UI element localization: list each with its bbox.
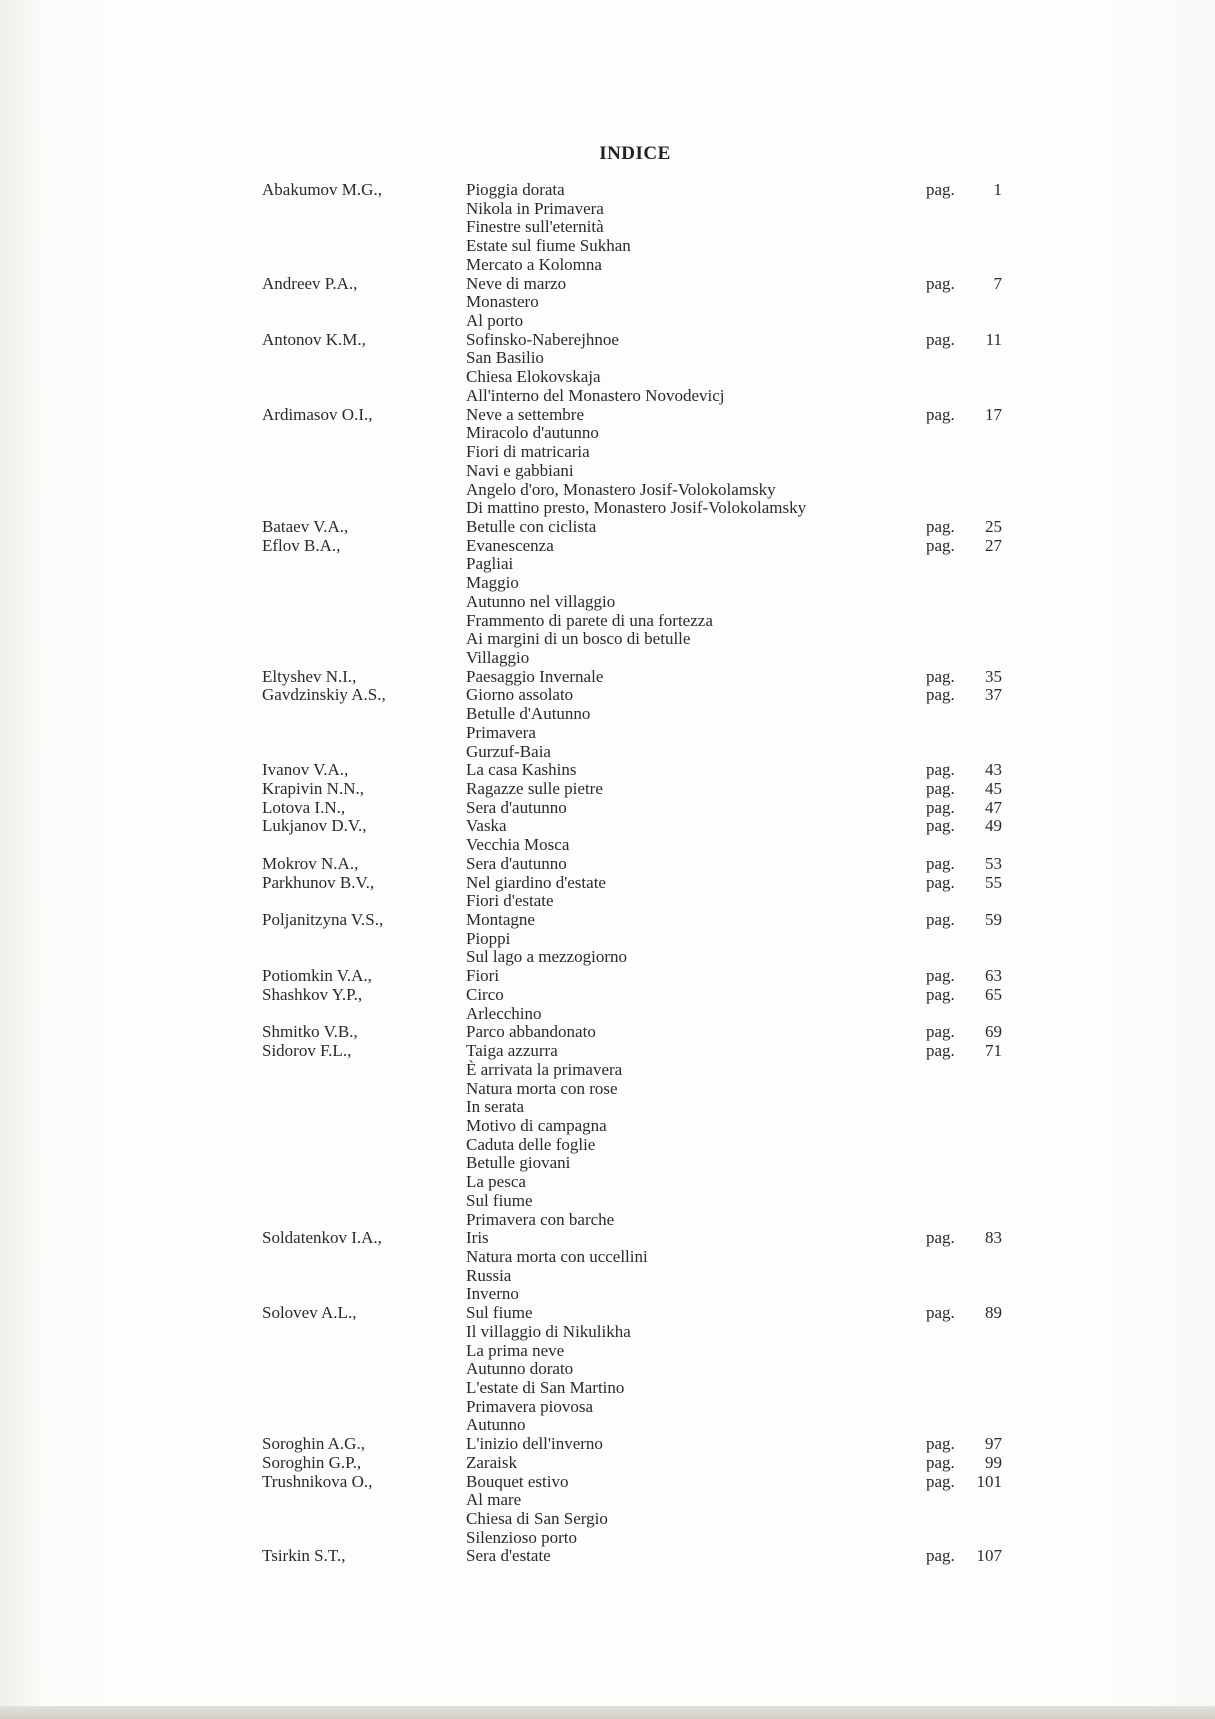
index-entry	[262, 874, 1022, 911]
artwork-title: Silenzioso porto	[466, 1527, 577, 1547]
author-name: Soroghin G.P.,	[262, 1452, 362, 1472]
page-number: 101	[976, 1471, 1002, 1491]
page-reference	[926, 686, 1016, 761]
artwork-title: Estate sul fiume Sukhan	[466, 236, 631, 256]
artwork-title: Primavera	[466, 722, 536, 742]
author-name: Sidorov F.L.,	[262, 1041, 352, 1061]
author-name: Ivanov V.A.,	[262, 760, 349, 780]
page-label: pag.	[926, 1434, 955, 1454]
author-name: Krapivin N.N.,	[262, 779, 364, 798]
page-number: 99	[985, 1452, 1002, 1472]
index-entry	[262, 181, 1022, 275]
artwork-title: Iris	[466, 1228, 489, 1248]
index-entry	[262, 761, 1022, 780]
artwork-title: Chiesa Elokovskaja	[466, 367, 601, 387]
index-entry	[262, 1229, 1022, 1304]
page-number: 43	[985, 760, 1002, 780]
page-reference	[926, 780, 1016, 799]
artwork-title: L'estate di San Martino	[466, 1378, 625, 1397]
artwork-titles	[466, 780, 926, 799]
author-name: Andreev P.A.,	[262, 273, 358, 293]
page-label: pag.	[926, 1022, 955, 1042]
page-label: pag.	[926, 666, 955, 686]
artwork-title: Monastero	[466, 292, 539, 312]
artwork-title: Pioppi	[466, 928, 511, 948]
artwork-title: Chiesa di San Sergio	[466, 1509, 608, 1529]
artwork-title: Autunno nel villaggio	[466, 591, 616, 611]
artwork-titles	[466, 799, 926, 818]
index-entry	[262, 911, 1022, 967]
page-reference	[926, 1547, 1016, 1566]
page-reference	[926, 1435, 1016, 1454]
page-number: 65	[985, 984, 1002, 1004]
artwork-title: Fiori di matricaria	[466, 442, 590, 462]
page-label: pag.	[926, 1471, 955, 1491]
author-name: Abakumov M.G.,	[262, 180, 382, 199]
artwork-titles	[466, 855, 926, 874]
author-name: Bataev V.A.,	[262, 516, 349, 536]
page-reference	[926, 817, 1016, 854]
author-name: Shashkov Y.P.,	[262, 984, 363, 1004]
page-reference	[926, 1023, 1016, 1042]
page-label: pag.	[926, 910, 955, 930]
index-entry	[262, 986, 1022, 1023]
artwork-title: Motivo di campagna	[466, 1115, 607, 1135]
author-name: Lukjanov D.V.,	[262, 816, 367, 836]
artwork-title: Ragazze sulle pietre	[466, 779, 603, 798]
index-entry	[262, 1547, 1022, 1566]
artwork-title: All'interno del Monastero Novodevicj	[466, 385, 725, 405]
artwork-titles	[466, 1304, 926, 1435]
index-entry	[262, 1023, 1022, 1042]
page-number: 97	[985, 1434, 1002, 1454]
page-number: 55	[985, 872, 1002, 892]
artwork-title: Primavera con barche	[466, 1209, 615, 1229]
artwork-title: Zaraisk	[466, 1452, 517, 1472]
page-reference	[926, 668, 1016, 687]
page-label: pag.	[926, 1228, 955, 1248]
page-number: 1	[993, 180, 1002, 199]
page-reference	[926, 275, 1016, 331]
artwork-title: Mercato a Kolomna	[466, 254, 602, 274]
artwork-title: Russia	[466, 1265, 512, 1285]
page-reference	[926, 518, 1016, 537]
artwork-title: Giorno assolato	[466, 685, 574, 705]
page-label: pag.	[926, 329, 955, 349]
artwork-title: Primavera piovosa	[466, 1396, 593, 1416]
index-entry	[262, 967, 1022, 986]
artwork-title: Sul fiume	[466, 1303, 533, 1323]
artwork-title: Caduta delle foglie	[466, 1134, 596, 1154]
index-list	[262, 181, 1022, 1566]
artwork-titles	[466, 1454, 926, 1473]
artwork-title: Neve di marzo	[466, 273, 567, 293]
author-name: Shmitko V.B.,	[262, 1022, 358, 1042]
page-label: pag.	[926, 516, 955, 536]
page-number: 17	[985, 404, 1002, 424]
artwork-title: Evanescenza	[466, 535, 554, 555]
page-reference	[926, 331, 1016, 406]
page-label: pag.	[926, 853, 955, 873]
artwork-title: Maggio	[466, 573, 519, 593]
artwork-title: La casa Kashins	[466, 760, 577, 780]
author-name: Potiomkin V.A.,	[262, 966, 372, 986]
artwork-title: Al mare	[466, 1490, 522, 1510]
artwork-titles	[466, 686, 926, 761]
artwork-title: Neve a settembre	[466, 404, 584, 424]
artwork-titles	[466, 331, 926, 406]
author-name: Gavdzinskiy A.S.,	[262, 685, 386, 705]
author-name: Trushnikova O.,	[262, 1471, 373, 1491]
artwork-title: Finestre sull'eternità	[466, 217, 604, 237]
artwork-title: Nel giardino d'estate	[466, 872, 606, 892]
index-entry	[262, 275, 1022, 331]
index-entry	[262, 331, 1022, 406]
index-entry	[262, 406, 1022, 518]
page-reference	[926, 799, 1016, 818]
page-number: 63	[985, 966, 1002, 986]
page-number: 35	[985, 666, 1002, 686]
page-label: pag.	[926, 779, 955, 798]
artwork-titles	[466, 406, 926, 518]
author-name: Parkhunov B.V.,	[262, 872, 375, 892]
artwork-title: Gurzuf-Baia	[466, 741, 551, 761]
artwork-titles	[466, 967, 926, 986]
author-name: Ardimasov O.I.,	[262, 404, 373, 424]
artwork-title: Frammento di parete di una fortezza	[466, 610, 713, 630]
artwork-title: Il villaggio di Nikulikha	[466, 1321, 631, 1341]
artwork-title: Betulle giovani	[466, 1153, 571, 1173]
author-name: Eltyshev N.I.,	[262, 666, 357, 686]
author-name: Soldatenkov I.A.,	[262, 1228, 382, 1248]
page-label: pag.	[926, 1546, 955, 1566]
index-entry	[262, 855, 1022, 874]
page-number: 45	[985, 779, 1002, 798]
artwork-title: Arlecchino	[466, 1003, 542, 1023]
index-entry	[262, 817, 1022, 854]
artwork-title: Pioggia dorata	[466, 180, 565, 199]
page-label: pag.	[926, 535, 955, 555]
page-number: 11	[985, 329, 1002, 349]
author-name: Soroghin A.G.,	[262, 1434, 365, 1454]
artwork-title: Bouquet estivo	[466, 1471, 569, 1491]
page-number: 53	[985, 853, 1002, 873]
author-name: Poljanitzyna V.S.,	[262, 910, 384, 930]
artwork-titles	[466, 1435, 926, 1454]
artwork-title: Di mattino presto, Monastero Josif-Volokolamsky	[466, 498, 807, 518]
artwork-titles	[466, 668, 926, 687]
page-reference	[926, 537, 1016, 668]
page-number: 107	[976, 1546, 1002, 1566]
page-number: 7	[993, 273, 1002, 293]
artwork-titles	[466, 761, 926, 780]
page-label: pag.	[926, 966, 955, 986]
artwork-title: Sul fiume	[466, 1190, 533, 1210]
page-number: 27	[985, 535, 1002, 555]
artwork-titles	[466, 537, 926, 668]
page-label: pag.	[926, 685, 955, 705]
page-label: pag.	[926, 1452, 955, 1472]
page-reference	[926, 874, 1016, 911]
artwork-titles	[466, 1473, 926, 1548]
page-reference	[926, 855, 1016, 874]
page-label: pag.	[926, 984, 955, 1004]
page-reference	[926, 181, 1016, 275]
page-label: pag.	[926, 273, 955, 293]
page-label: pag.	[926, 1041, 955, 1061]
artwork-title: Circo	[466, 984, 504, 1004]
page-label: pag.	[926, 760, 955, 780]
artwork-titles	[466, 874, 926, 911]
artwork-title: Paesaggio Invernale	[466, 666, 604, 686]
artwork-title: Al porto	[466, 311, 524, 331]
index-entry	[262, 537, 1022, 668]
page-edge-shadow	[0, 1706, 1215, 1719]
page-label: pag.	[926, 872, 955, 892]
artwork-titles	[466, 911, 926, 967]
index-entry	[262, 686, 1022, 761]
author-name: Solovev A.L.,	[262, 1303, 357, 1323]
artwork-title: Villaggio	[466, 647, 530, 667]
page-number: 71	[985, 1041, 1002, 1061]
index-entry	[262, 1435, 1022, 1454]
author-name: Eflov B.A.,	[262, 535, 341, 555]
artwork-title: Nikola in Primavera	[466, 198, 604, 218]
page-number: 69	[985, 1022, 1002, 1042]
artwork-title: Navi e gabbiani	[466, 460, 574, 480]
artwork-titles	[466, 1023, 926, 1042]
index-entry	[262, 1304, 1022, 1435]
artwork-title: La pesca	[466, 1172, 526, 1192]
page-title: INDICE	[599, 143, 671, 164]
artwork-titles	[466, 1042, 926, 1229]
index-entry	[262, 1473, 1022, 1548]
artwork-title: Sofinsko-Naberejhnoe	[466, 329, 619, 349]
artwork-title: In serata	[466, 1097, 525, 1117]
page-number: 89	[985, 1303, 1002, 1323]
index-entry	[262, 780, 1022, 799]
index-entry	[262, 799, 1022, 818]
artwork-title: Angelo d'oro, Monastero Josif-Volokolamsky	[466, 479, 776, 499]
page-label: pag.	[926, 797, 955, 817]
page-reference	[926, 1229, 1016, 1304]
page-label: pag.	[926, 404, 955, 424]
index-entry	[262, 518, 1022, 537]
artwork-titles	[466, 518, 926, 537]
artwork-title: Autunno dorato	[466, 1359, 574, 1379]
artwork-title: Sul lago a mezzogiorno	[466, 947, 627, 967]
artwork-title: Sera d'autunno	[466, 797, 567, 817]
page-reference	[926, 1304, 1016, 1435]
page-reference	[926, 986, 1016, 1023]
author-name: Mokrov N.A.,	[262, 853, 359, 873]
page-reference	[926, 967, 1016, 986]
page-number: 83	[985, 1228, 1002, 1248]
artwork-title: La prima neve	[466, 1340, 565, 1360]
artwork-title: Taiga azzurra	[466, 1041, 558, 1061]
artwork-title: È arrivata la primavera	[466, 1059, 623, 1079]
artwork-title: Montagne	[466, 910, 535, 930]
artwork-titles	[466, 275, 926, 331]
artwork-title: Inverno	[466, 1284, 519, 1304]
artwork-title: Autunno	[466, 1415, 526, 1435]
author-name: Lotova I.N.,	[262, 797, 346, 817]
artwork-titles	[466, 181, 926, 275]
index-entry	[262, 668, 1022, 687]
artwork-title: Vecchia Mosca	[466, 835, 570, 855]
index-entry	[262, 1454, 1022, 1473]
artwork-title: Miracolo d'autunno	[466, 423, 599, 443]
artwork-title: Parco abbandonato	[466, 1022, 596, 1042]
artwork-title: Fiori	[466, 966, 500, 986]
artwork-title: Betulle d'Autunno	[466, 704, 591, 724]
page-number: 59	[985, 910, 1002, 930]
author-name: Tsirkin S.T.,	[262, 1546, 346, 1566]
author-name: Antonov K.M.,	[262, 329, 366, 349]
artwork-title: Natura morta con uccellini	[466, 1246, 648, 1266]
page-label: pag.	[926, 180, 955, 199]
page-number: 47	[985, 797, 1002, 817]
page-number: 49	[985, 816, 1002, 836]
page-reference	[926, 1473, 1016, 1548]
artwork-titles	[466, 817, 926, 854]
page-label: pag.	[926, 1303, 955, 1323]
page-reference	[926, 1042, 1016, 1229]
artwork-title: Betulle con ciclista	[466, 516, 597, 536]
page-number: 25	[985, 516, 1002, 536]
page-reference	[926, 406, 1016, 518]
artwork-titles	[466, 1229, 926, 1304]
index-entry	[262, 1042, 1022, 1229]
artwork-title: L'inizio dell'inverno	[466, 1434, 603, 1454]
page-number: 37	[985, 685, 1002, 705]
artwork-title: Natura morta con rose	[466, 1078, 618, 1098]
artwork-title: Ai margini di un bosco di betulle	[466, 629, 691, 649]
artwork-title: Pagliai	[466, 554, 514, 574]
artwork-title: Vaska	[466, 816, 507, 836]
artwork-title: Fiori d'estate	[466, 891, 554, 911]
artwork-titles	[466, 986, 926, 1023]
page-reference	[926, 761, 1016, 780]
artwork-title: Sera d'autunno	[466, 853, 567, 873]
page-reference	[926, 911, 1016, 967]
artwork-title: San Basilio	[466, 348, 544, 368]
page-label: pag.	[926, 816, 955, 836]
artwork-titles	[466, 1547, 926, 1566]
artwork-title: Sera d'estate	[466, 1546, 551, 1566]
page-reference	[926, 1454, 1016, 1473]
